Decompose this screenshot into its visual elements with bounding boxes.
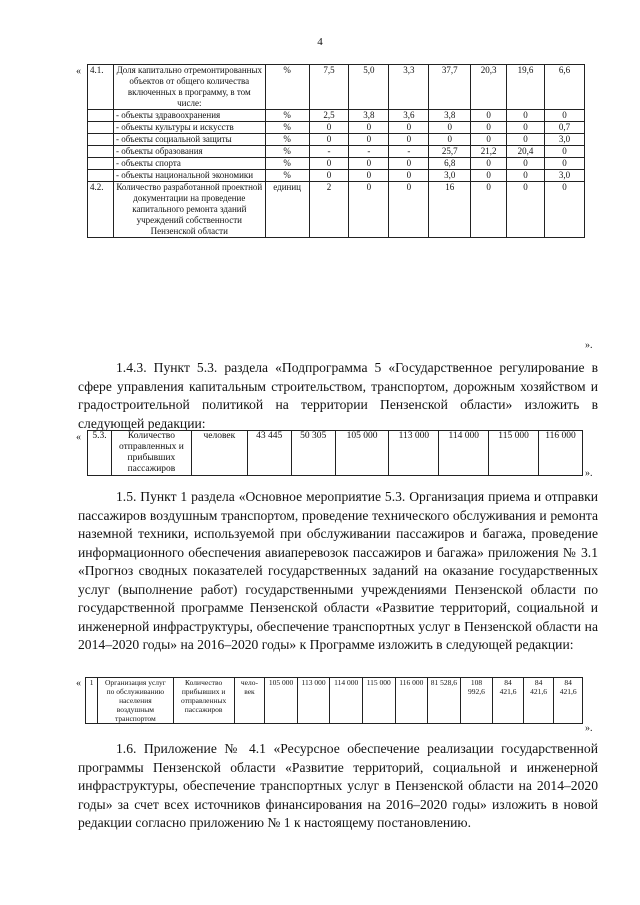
indicator-name: - объекты социальной защиты — [113, 134, 265, 146]
value-cell: 0 — [545, 110, 585, 122]
paragraph-1-5 — [78, 488, 598, 655]
unit-cell: % — [265, 158, 309, 170]
value-cell: 113 000 — [389, 431, 439, 476]
value-cell: 114 000 — [439, 431, 489, 476]
row-number — [88, 110, 114, 122]
indicator-name: - объекты здравоохранения — [113, 110, 265, 122]
value-cell: 16 — [429, 182, 471, 238]
value-cell: 0 — [389, 182, 429, 238]
unit-cell: чело-век — [234, 678, 265, 724]
value-cell: 37,7 — [429, 65, 471, 110]
value-cell: 0 — [545, 182, 585, 238]
row-number — [88, 122, 114, 134]
value-cell: 108 992,6 — [460, 678, 493, 724]
value-cell: 0 — [471, 134, 507, 146]
indicator-name: Количество отправленных и прибывших пассажиров — [111, 431, 191, 476]
quote-close: ». — [585, 723, 593, 734]
value-cell: 3,3 — [389, 65, 429, 110]
page-number: 4 — [317, 36, 323, 48]
table-row — [88, 182, 585, 238]
value-cell: 0 — [471, 170, 507, 182]
value-cell: 20,3 — [471, 65, 507, 110]
paragraph-text: 1.5. Пункт 1 раздела «Основное мероприятие 5.3. Организация приема и отправки пассажиров воздушным транспортом, проведение технического обслуживания и ремонта наземной техники, используемой при обслуживании пассажиров и багажа, проведение информационного обеспечения авиаперевозок пассажиров и багажа» приложения № 3.1 «Прогноз сводных показателей государственных заданий на оказание государственных услуг (выполнение работ) государственными учреждениями Пензенской области по государственной программе Пензенской области «Развитие территорий, социальной и инженерной инфраструктуры, обеспечение транспортных услуг в Пензенской области на 2014–2020 годы» на 2016–2020 годы» к Программе изложить в следующей редакции: — [78, 489, 598, 652]
row-number — [88, 158, 114, 170]
value-cell: 3,8 — [349, 110, 389, 122]
quote-open: « — [76, 66, 81, 77]
value-cell: 0 — [309, 122, 349, 134]
table-row — [88, 65, 585, 110]
value-cell: 3,6 — [389, 110, 429, 122]
service-name: Организация услуг по обслуживанию населения воздушным транспортом — [98, 678, 173, 724]
table-row — [88, 122, 585, 134]
value-cell: 0 — [471, 110, 507, 122]
value-cell: 105 000 — [335, 431, 389, 476]
value-cell: 0 — [429, 134, 471, 146]
indicator-name: Количество разработанной проектной документации на проведение капитального ремонта зданий учреждений собственности Пензенской области — [113, 182, 265, 238]
value-cell: 114 000 — [330, 678, 363, 724]
value-cell: 6,6 — [545, 65, 585, 110]
table-row — [88, 134, 585, 146]
unit-cell: % — [265, 146, 309, 158]
value-cell: 0 — [507, 122, 545, 134]
value-cell: 0 — [507, 158, 545, 170]
value-cell: 2 — [309, 182, 349, 238]
indicator-table-5-3 — [87, 430, 583, 476]
value-cell: 116 000 — [539, 431, 583, 476]
value-cell: 0 — [471, 182, 507, 238]
table-row — [88, 110, 585, 122]
indicator-table-4 — [87, 64, 585, 238]
value-cell: 25,7 — [429, 146, 471, 158]
quote-open: « — [76, 678, 81, 689]
value-cell: 115 000 — [489, 431, 539, 476]
indicator-name: - объекты национальной экономики — [113, 170, 265, 182]
value-cell: 5,0 — [349, 65, 389, 110]
value-cell: 0 — [389, 158, 429, 170]
value-cell: 3,0 — [545, 170, 585, 182]
value-cell: 21,2 — [471, 146, 507, 158]
value-cell: 0 — [349, 134, 389, 146]
value-cell: 84 421,6 — [493, 678, 524, 724]
quote-close: ». — [585, 468, 593, 479]
value-cell: 0 — [309, 158, 349, 170]
paragraph-text: 1.4.3. Пункт 5.3. раздела «Подпрограмма 5 «Государственное регулирование в сфере управления капитальным строительством, транспортом, дорожным хозяйством и градостроительной политикой на территории Пензенской области» изложить в следующей редакции: — [78, 360, 598, 431]
table-row — [88, 146, 585, 158]
value-cell: 84 421,6 — [554, 678, 583, 724]
indicator-name: - объекты образования — [113, 146, 265, 158]
value-cell: 105 000 — [265, 678, 298, 724]
paragraph-1-4-3 — [78, 359, 598, 433]
indicator-name: Количество прибывших и отправленных пассажиров — [173, 678, 234, 724]
value-cell: 113 000 — [297, 678, 330, 724]
value-cell: 0 — [349, 122, 389, 134]
paragraph-1-6 — [78, 740, 598, 833]
value-cell: 6,8 — [429, 158, 471, 170]
row-number: 1 — [86, 678, 98, 724]
value-cell: 0 — [349, 182, 389, 238]
row-number: 4.2. — [88, 182, 114, 238]
table-row — [88, 158, 585, 170]
unit-cell: человек — [191, 431, 247, 476]
unit-cell: единиц — [265, 182, 309, 238]
value-cell: 0 — [471, 158, 507, 170]
value-cell: 3,0 — [429, 170, 471, 182]
value-cell: 0 — [389, 134, 429, 146]
unit-cell: % — [265, 170, 309, 182]
unit-cell: % — [265, 110, 309, 122]
row-number — [88, 146, 114, 158]
value-cell: 0 — [389, 170, 429, 182]
value-cell: 0 — [507, 134, 545, 146]
unit-cell: % — [265, 122, 309, 134]
value-cell: - — [309, 146, 349, 158]
value-cell: - — [349, 146, 389, 158]
unit-cell: % — [265, 65, 309, 110]
value-cell: 81 528,6 — [428, 678, 461, 724]
value-cell: 50 305 — [291, 431, 335, 476]
value-cell: 0 — [389, 122, 429, 134]
quote-open: « — [76, 432, 81, 443]
unit-cell: % — [265, 134, 309, 146]
value-cell: 0 — [429, 122, 471, 134]
value-cell: 3,8 — [429, 110, 471, 122]
value-cell: 84 421,6 — [523, 678, 554, 724]
value-cell: - — [389, 146, 429, 158]
value-cell: 0 — [309, 134, 349, 146]
value-cell: 0 — [309, 170, 349, 182]
value-cell: 0 — [507, 182, 545, 238]
value-cell: 0 — [545, 146, 585, 158]
value-cell: 0 — [545, 158, 585, 170]
paragraph-text: 1.6. Приложение № 4.1 «Ресурсное обеспечение реализации государственной программы Пензенской области «Развитие территорий, социальной и инженерной инфраструктуры, обеспечение транспортных услуг в Пензенской области на 2014–2020 годы» за счет всех источников финансирования на 2016–2020 годы» изложить в новой редакции согласно приложению № 1 к настоящему постановлению. — [78, 741, 598, 830]
value-cell: 0 — [349, 158, 389, 170]
value-cell: 2,5 — [309, 110, 349, 122]
service-volume-table — [85, 677, 583, 724]
row-number — [88, 134, 114, 146]
indicator-name: - объекты культуры и искусств — [113, 122, 265, 134]
row-number: 5.3. — [88, 431, 112, 476]
value-cell: 116 000 — [395, 678, 428, 724]
value-cell: 3,0 — [545, 134, 585, 146]
value-cell: 7,5 — [309, 65, 349, 110]
value-cell: 0 — [507, 170, 545, 182]
value-cell: 19,6 — [507, 65, 545, 110]
row-number: 4.1. — [88, 65, 114, 110]
value-cell: 0 — [507, 110, 545, 122]
quote-close: ». — [585, 340, 593, 351]
value-cell: 43 445 — [247, 431, 291, 476]
row-number — [88, 170, 114, 182]
indicator-name: - объекты спорта — [113, 158, 265, 170]
indicator-name: Доля капитально отремонтированных объектов от общего количества включенных в программу, в том числе: — [113, 65, 265, 110]
value-cell: 115 000 — [362, 678, 395, 724]
value-cell: 20,4 — [507, 146, 545, 158]
value-cell: 0 — [471, 122, 507, 134]
value-cell: 0 — [349, 170, 389, 182]
table-row — [88, 170, 585, 182]
value-cell: 0,7 — [545, 122, 585, 134]
